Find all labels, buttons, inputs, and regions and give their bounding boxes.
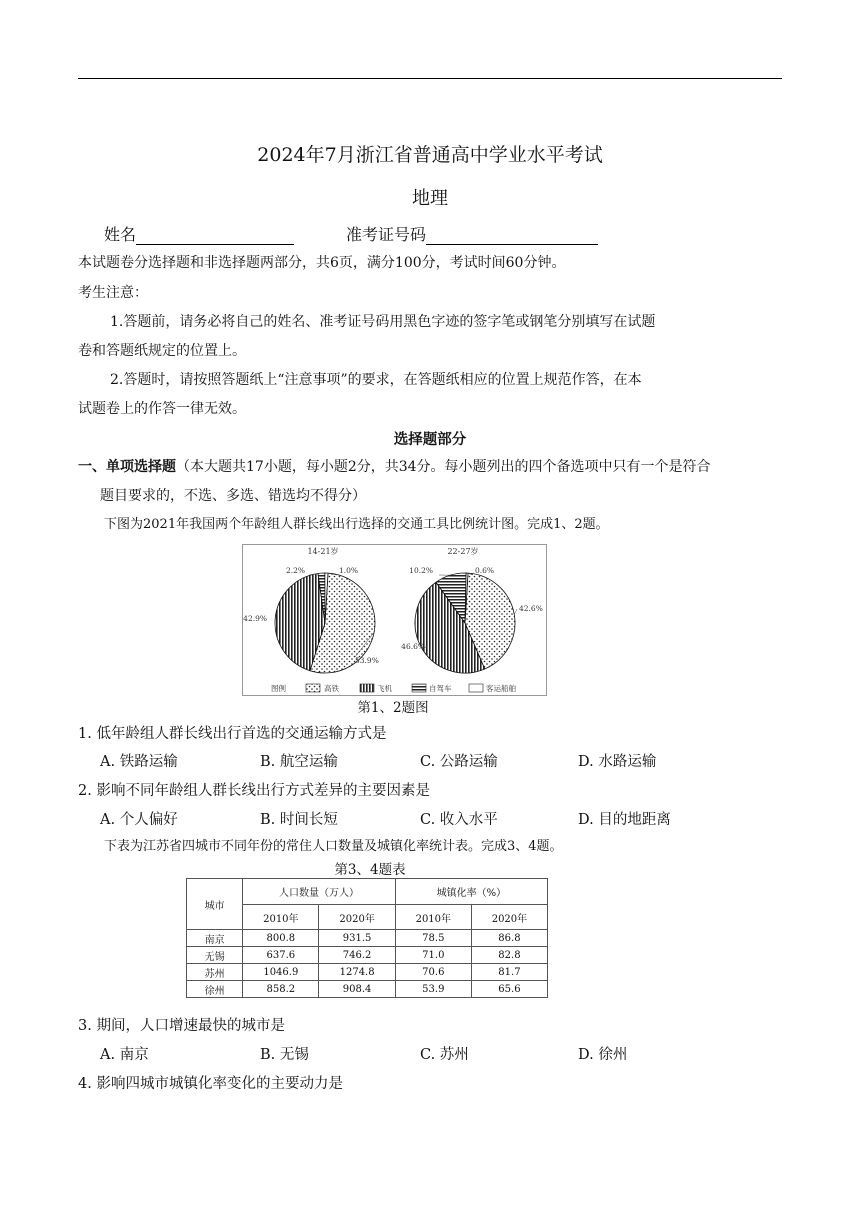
cell: 53.9 [395, 981, 471, 998]
q2-option-a[interactable]: A. 个人偏好 [100, 812, 178, 828]
id-blank[interactable] [426, 228, 598, 245]
cell: 71.0 [395, 947, 471, 964]
data-label-car: 10.2% [409, 566, 433, 575]
cell: 1046.9 [243, 964, 319, 981]
part-desc-a: （本大题共17小题，每小题2分，共34分。每小题列出的四个备选项中只有一个是符合 [176, 459, 711, 475]
legend-label: 图例 [271, 684, 286, 693]
th-year: 2010年 [243, 905, 319, 930]
q12-lead: 下图为2021年我国两个年龄组人群长线出行选择的交通工具比例统计图。完成1、2题。 [104, 517, 609, 532]
part-heading [78, 457, 711, 477]
cell: 1274.8 [319, 964, 395, 981]
legend-item-car: 自驾车 [429, 684, 452, 693]
cell: 86.8 [471, 930, 547, 947]
q1-option-a[interactable]: A. 铁路运输 [100, 754, 178, 770]
data-label-rail: 42.6% [519, 604, 543, 613]
data-label-ship: 1.0% [339, 566, 359, 575]
legend-swatch-car [412, 684, 426, 692]
legend-item-air: 飞机 [377, 684, 392, 693]
cell: 70.6 [395, 964, 471, 981]
q3-option-d[interactable]: D. 徐州 [578, 1047, 628, 1063]
pie-chart-svg [243, 545, 546, 695]
section-title: 选择题部分 [393, 431, 467, 448]
cell: 746.2 [319, 947, 395, 964]
q1-option-d[interactable]: D. 水路运输 [578, 754, 657, 770]
pie-14-21 [243, 566, 379, 673]
name-field[interactable] [104, 222, 294, 245]
legend-item-ship: 客运船舶 [486, 684, 516, 693]
cell: 931.5 [319, 930, 395, 947]
cell: 800.8 [243, 930, 319, 947]
q34-lead: 下表为江苏省四城市不同年份的常住人口数量及城镇化率统计表。完成3、4题。 [104, 839, 563, 854]
id-field[interactable] [346, 222, 598, 245]
data-label-air: 42.9% [243, 614, 267, 623]
table-row [187, 981, 548, 998]
pie-chart-figure [242, 544, 547, 696]
part-label: 一、单项选择题 [78, 459, 176, 475]
chart-legend [271, 683, 516, 693]
th-city: 城市 [187, 879, 243, 930]
th-population: 人口数量（万人） [243, 879, 396, 905]
cell: 908.4 [319, 981, 395, 998]
notice-1b: 卷和答题纸规定的位置上。 [78, 343, 246, 359]
name-blank[interactable] [136, 228, 294, 245]
question-2: 2. 影响不同年龄组人群长线出行方式差异的主要因素是 [78, 783, 430, 799]
q1-option-c[interactable]: C. 公路运输 [420, 754, 498, 770]
cell: 81.7 [471, 964, 547, 981]
q2-option-d[interactable]: D. 目的地距离 [578, 812, 671, 828]
q34-caption: 第3、4题表 [334, 862, 406, 878]
cell: 苏州 [187, 964, 243, 981]
th-year: 2010年 [395, 905, 471, 930]
notice-label: 考生注意： [78, 285, 148, 301]
q1-option-b[interactable]: B. 航空运输 [260, 754, 338, 770]
exam-subject: 地理 [412, 188, 448, 209]
table-row [187, 964, 548, 981]
cell: 858.2 [243, 981, 319, 998]
pie-title-1: 14-21岁 [307, 547, 339, 556]
name-label: 姓名 [104, 225, 137, 244]
question-4: 4. 影响四城市城镇化率变化的主要动力是 [78, 1076, 343, 1092]
q2-option-b[interactable]: B. 时间长短 [260, 812, 338, 828]
notice-2b: 试题卷上的作答一律无效。 [78, 401, 246, 417]
legend-swatch-rail [306, 684, 320, 692]
intro-line: 本试题卷分选择题和非选择题两部分，共6页，满分100分，考试时间60分钟。 [78, 255, 566, 271]
cell: 徐州 [187, 981, 243, 998]
th-year: 2020年 [471, 905, 547, 930]
cell: 65.6 [471, 981, 547, 998]
table-row [187, 930, 548, 947]
part-desc-b: 题目要求的，不选、多选、错选均不得分） [100, 488, 366, 504]
q3-option-c[interactable]: C. 苏州 [420, 1047, 469, 1063]
cell: 78.5 [395, 930, 471, 947]
table-row [187, 947, 548, 964]
exam-title: 2024年7月浙江省普通高中学业水平考试 [257, 144, 603, 166]
id-label: 准考证号码 [346, 225, 427, 244]
cell: 无锡 [187, 947, 243, 964]
q3-option-a[interactable]: A. 南京 [100, 1047, 149, 1063]
th-urbanization: 城镇化率（%） [395, 879, 547, 905]
th-year: 2020年 [319, 905, 395, 930]
header-rule [78, 78, 782, 79]
q2-option-c[interactable]: C. 收入水平 [420, 812, 498, 828]
question-1: 1. 低年龄组人群长线出行首选的交通运输方式是 [78, 726, 387, 742]
question-3: 3. 期间，人口增速最快的城市是 [78, 1018, 285, 1034]
notice-1a: 1.答题前，请务必将自己的姓名、准考证号码用黑色字迹的签字笔或钢笔分别填写在试题 [110, 314, 656, 330]
population-table [186, 878, 548, 998]
data-label-rail: 53.9% [355, 656, 379, 665]
legend-item-rail: 高铁 [324, 684, 339, 693]
notice-2a: 2.答题时，请按照答题纸上“注意事项”的要求，在答题纸相应的位置上规范作答，在本 [110, 372, 642, 388]
data-label-air: 46.6% [401, 642, 425, 651]
q12-caption: 第1、2题图 [357, 700, 429, 716]
leader-line-rail [514, 609, 517, 614]
q3-option-b[interactable]: B. 无锡 [260, 1047, 309, 1063]
cell: 637.6 [243, 947, 319, 964]
data-label-car: 2.2% [285, 566, 305, 575]
cell: 南京 [187, 930, 243, 947]
pie-22-27 [401, 566, 543, 673]
pie-title-2: 22-27岁 [447, 547, 479, 556]
legend-swatch-ship [469, 684, 483, 692]
data-label-ship: 0.6% [475, 566, 495, 575]
cell: 82.8 [471, 947, 547, 964]
legend-swatch-air [360, 684, 374, 692]
